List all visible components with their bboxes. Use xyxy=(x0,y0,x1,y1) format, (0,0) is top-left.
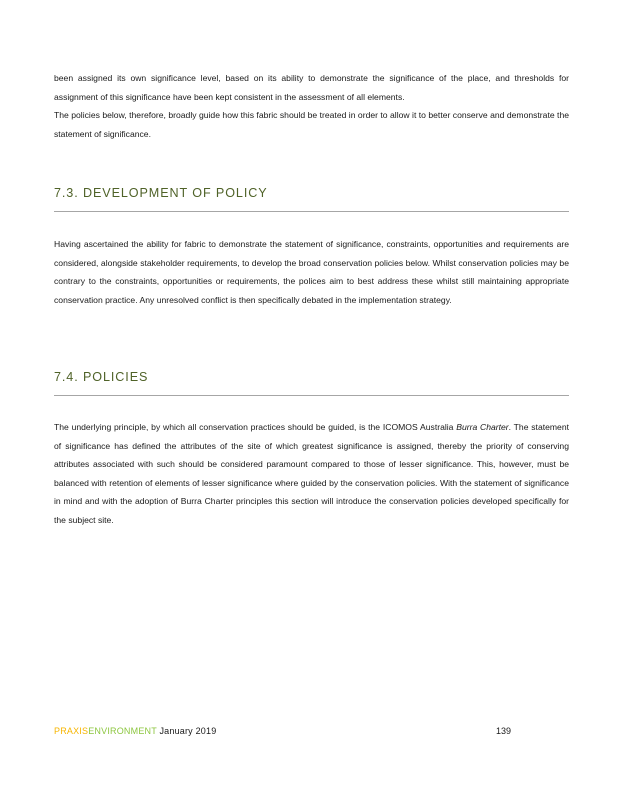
section-7-3-paragraph: Having ascertained the ability for fabric to demonstrate the statement of significance, constraints, opportunities and requirements are considered, alongside stakeholder requirements, to develop the broad conservation policies below. Whilst conservation policies may be contrary to the constraints, opportunities or requirements, the polices aim to best address these whilst still maintaining appropriate conservation practice. Any unresolved conflict is then specifically debated in the implementation strategy. xyxy=(54,239,569,305)
intro-paragraph xyxy=(54,69,569,143)
intro-line-a: been assigned its own significance level, based on its ability to demonstrate the significance of the place, and thresholds for assignment of this significance have been kept consistent in the assessment of all elements. xyxy=(54,73,569,102)
brand-praxis: PRAXIS xyxy=(54,726,89,736)
footer-date: January 2019 xyxy=(159,726,217,736)
section-7-4-paragraph xyxy=(54,418,569,530)
section-7-4-text-end: . The statement of significance has defined the attributes of the site of which greatest significance is assigned, thereby the priority of conserving attributes associated with such should be considered paramount compared to those of lesser significance. This, however, must be balanced with retention of elements of lesser significance where guided by the conservation policies. With the statement of significance in mind and with the adoption of Burra Charter principles this section will introduce the conservation policies developed specifically for the subject site. xyxy=(54,422,569,525)
section-7-4-text-start: The underlying principle, by which all conservation practices should be guided, is the ICOMOS Australia xyxy=(54,422,457,432)
section-divider-7-4 xyxy=(54,395,569,396)
brand-environment: ENVIRONMENT xyxy=(88,726,157,736)
footer-brand xyxy=(54,726,216,736)
intro-line-b: The policies below, therefore, broadly guide how this fabric should be treated in order to allow it to better conserve and demonstrate the statement of significance. xyxy=(54,110,569,139)
page-number: 139 xyxy=(496,726,512,736)
section-divider-7-3 xyxy=(54,211,569,212)
section-heading-7-3: 7.3. DEVELOPMENT OF POLICY xyxy=(54,186,268,200)
burra-charter-italic: Burra Charter xyxy=(456,422,509,432)
section-heading-7-4: 7.4. POLICIES xyxy=(54,370,149,384)
